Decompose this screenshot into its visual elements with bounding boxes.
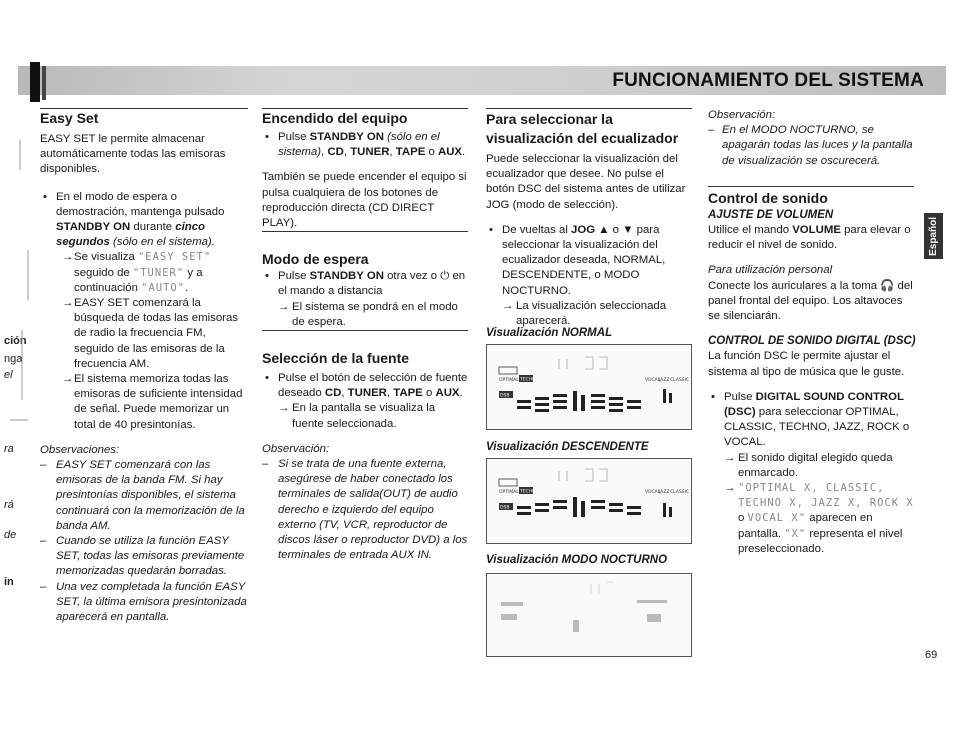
lcd-desc-display	[487, 459, 691, 543]
ecualizador-para: Puede seleccionar la visualización del ecualizador que desee. No pulse el botón DSC del sistema antes de utilizar JOG (modo de selección).	[486, 153, 686, 211]
easy-set-intro: EASY SET le permite almacenar automáticamente todas las emisoras disponibles.	[40, 133, 226, 176]
vis-normal-caption: Visualización NORMAL	[486, 327, 613, 339]
lcd-label-techno: TECHNO	[520, 489, 540, 495]
lcd-label-jazz: JAZZ	[659, 490, 670, 495]
lcd-eq-faint-noct	[501, 600, 667, 632]
espera-bullet: • Pulse STANDBY ON otra vez o ⏻ en el mando a distancia	[262, 269, 468, 299]
encendido-para: También se puede encender el equipo si pulsa cualquiera de los botones de reproducción directa (CD DIRECT PLAY).	[262, 171, 467, 230]
lcd-faint-digits	[559, 357, 607, 369]
margin-fragment: in	[4, 576, 14, 588]
easy-set-obs-2: – Cuando se utiliza la función EASY SET, todas las emisoras previamente memorizadas quedarán borradas.	[40, 535, 245, 578]
espera-step: → El sistema se pondrá en el modo de espera.	[278, 300, 458, 328]
column-2	[262, 108, 468, 563]
fuente-obs-1: – Si se trata de una fuente externa, asegúrese de haber conectado los terminales de salida(OUT) de audio derecho e izquierdo del equipo externo (TV, VCR, reproductor de discos láser o reproductor DVD) a los terminales de entrada AUX IN.	[262, 458, 468, 562]
lcd-desc-panel	[486, 458, 692, 544]
easy-set-section	[40, 108, 248, 625]
lcd-label-dsb: DSB	[500, 393, 510, 399]
lcd-label-vocal: VOCAL	[645, 378, 661, 383]
lcd-label-jazz: JAZZ	[659, 378, 670, 383]
lcd-label-dsb: DSB	[500, 505, 510, 511]
easy-set-obs-1: – EASY SET comenzará con las emisoras de la banda FM. Si hay presintonías disponibles, el sistema continuará con la memorización de la banda AM.	[40, 459, 245, 532]
espera-heading: Modo de espera	[262, 251, 369, 268]
control-step-1: → El sonido digital elegido queda enmarcado.	[724, 451, 893, 479]
ecualizador-step: → La visualización seleccionada aparecerá.	[502, 299, 667, 328]
column-3	[486, 108, 692, 329]
column-4	[708, 108, 916, 557]
control-sub-personal: Para utilización personal	[708, 264, 833, 277]
lcd-normal-panel	[486, 344, 692, 430]
lcd-label-optimal: OPTIMAL	[499, 378, 519, 383]
language-tab: Español	[924, 213, 943, 259]
easy-set-step-1: → Se visualiza "EASY SET" seguido de "TUNER" y a continuación "AUTO".	[62, 251, 212, 294]
lcd-label-vocal: VOCAL	[645, 490, 661, 495]
header-marker-secondary	[42, 66, 46, 100]
easy-set-bullet: • En el modo de espera o demostración, mantenga pulsado STANDBY ON durante cinco segundos (sólo en el sistema).	[40, 190, 248, 251]
page-number: 69	[925, 649, 938, 661]
lcd-label-classic: CLASSIC	[670, 378, 690, 383]
header-marker	[30, 62, 40, 102]
lcd-faint-digits	[559, 469, 607, 481]
lcd-noct-panel	[486, 573, 692, 657]
lcd-noct-display	[487, 574, 691, 656]
margin-fragment: ra	[4, 443, 14, 455]
control-bullet: • Pulse DIGITAL SOUND CONTROL (DSC) para seleccionar OPTIMAL, CLASSIC, TECHNO, JAZZ, ROCK o VOCAL.	[708, 390, 916, 451]
lcd-eq-bars-desc	[517, 497, 672, 517]
fuente-heading: Selección de la fuente	[262, 350, 410, 367]
obs-right-heading: Observación:	[708, 109, 776, 121]
ecualizador-bullet: • De vueltas al JOG ▲ o ▼ para seleccionar la visualización del ecualizador deseada, NORMAL, DESCENDENTE, o MODO NOCTURNO.	[486, 223, 692, 299]
control-step-2: → "OPTIMAL X, CLASSIC, TECHNO X, JAZZ X, ROCK X o VOCAL X" aparecen en pantalla. "X" representa el nivel preseleccionado.	[724, 482, 914, 555]
margin-fragment: rá	[4, 499, 14, 511]
encendido-heading: Encendido del equipo	[262, 110, 408, 126]
lcd-eq-bars-normal	[517, 389, 672, 412]
easy-set-step-3: → El sistema memoriza todas las emisoras de suficiente intensidad de señal. Puede memorizar un total de 40 presintonías.	[62, 373, 243, 431]
easy-set-step-2: → EASY SET comenzará la búsqueda de todas las emisoras de radio la frecuencia FM, seguido de las emisoras de la frecuencia AM.	[62, 297, 239, 370]
control-para-3: La función DSC le permite ajustar el sistema al tipo de música que le guste.	[708, 350, 905, 378]
lcd-label-optimal: OPTIMAL	[499, 490, 519, 495]
margin-fragment: nga	[4, 353, 23, 365]
margin-fragment: el	[4, 369, 13, 381]
fuente-step: → En la pantalla se visualiza la fuente seleccionada.	[278, 402, 436, 430]
encendido-bullet: • Pulse STANDBY ON (sólo en el sistema), CD, TUNER, TAPE o AUX.	[262, 130, 468, 160]
margin-scan-lines	[0, 100, 38, 620]
fuente-bullet: • Pulse el botón de selección de fuente deseado CD, TUNER, TAPE o AUX.	[262, 371, 468, 401]
control-heading: Control de sonido	[708, 189, 828, 206]
ecualizador-heading: Para seleccionar la visualización del ecualizador	[486, 111, 679, 146]
vis-noct-caption: Visualización MODO NOCTURNO	[486, 554, 668, 566]
page-title: FUNCIONAMIENTO DEL SISTEMA	[612, 70, 924, 91]
margin-fragment: ción	[4, 335, 27, 347]
control-para-2: Conecte los auriculares a la toma 🎧 del panel frontal del equipo. Los altavoces se silenciarán.	[708, 279, 913, 323]
margin-fragment: de	[4, 529, 17, 541]
control-sub-dsc: CONTROL DE SONIDO DIGITAL (DSC)	[708, 335, 916, 348]
vis-desc-caption: Visualización DESCENDENTE	[486, 441, 649, 453]
lcd-label-classic: CLASSIC	[670, 490, 690, 495]
control-sub-volumen: AJUSTE DE VOLUMEN	[708, 208, 834, 221]
control-para-1: Utilice el mando VOLUME para elevar o reducir el nivel de sonido.	[708, 224, 911, 252]
obs-right-text: – En el MODO NOCTURNO, se apagarán todas las luces y la pantalla de visualización se oscurecerá.	[708, 124, 913, 167]
easy-set-heading: Easy Set	[40, 110, 99, 126]
lcd-label-techno: TECHNO	[520, 377, 540, 383]
easy-set-obs-heading: Observaciones:	[40, 443, 120, 456]
easy-set-obs-3: – Una vez completada la función EASY SET, la última emisora presintonizada aparecerá en pantalla.	[40, 580, 247, 624]
lcd-normal-display	[487, 345, 691, 429]
fuente-obs-heading: Observación:	[262, 442, 330, 455]
